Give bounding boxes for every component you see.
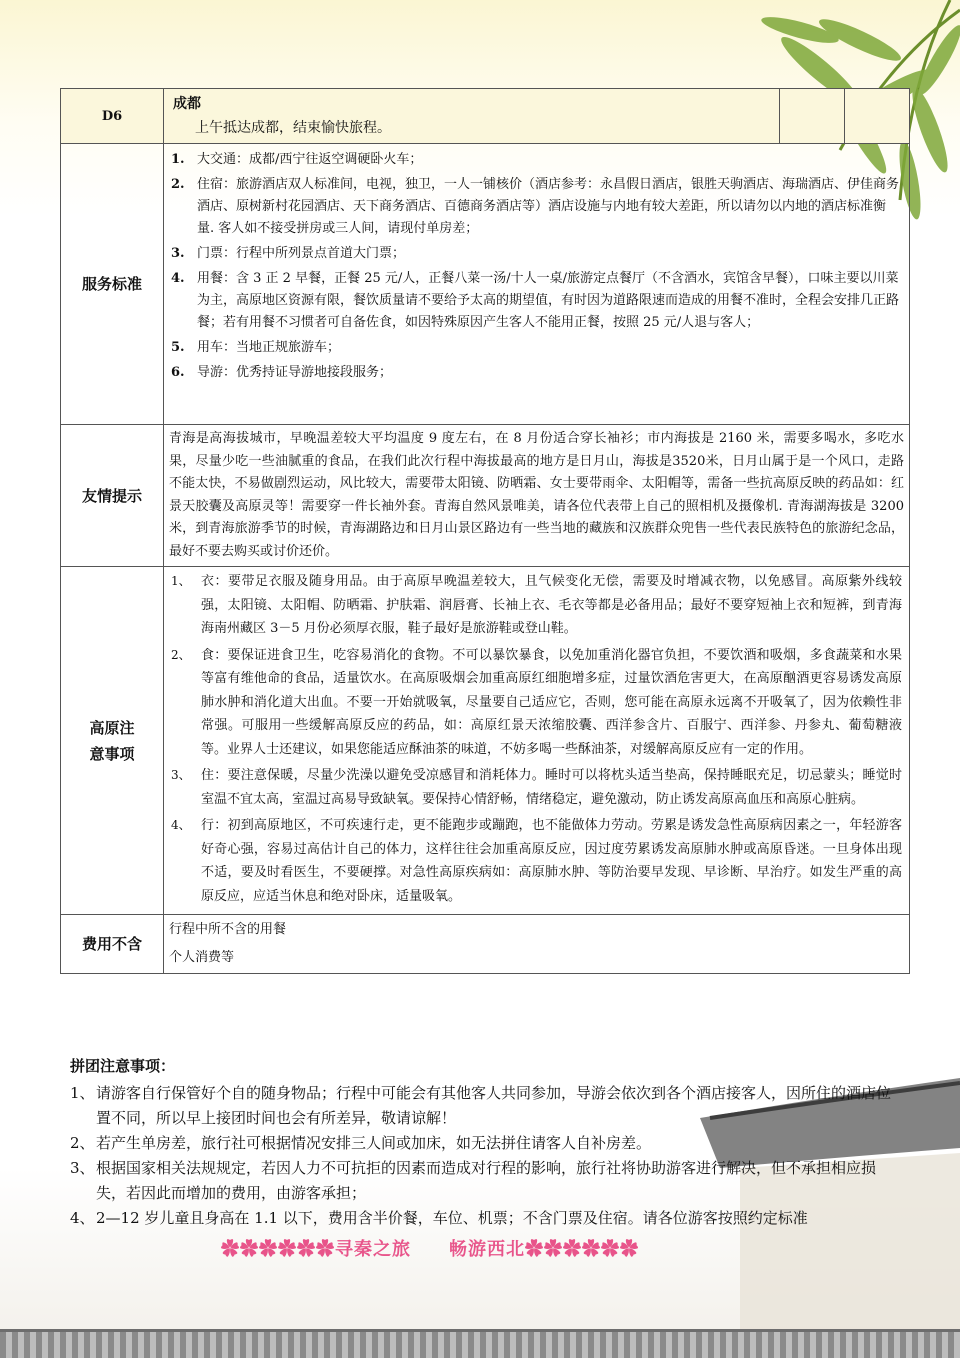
list-item [70, 1206, 900, 1231]
item-number: 2、 [70, 1134, 95, 1152]
item-number: 1、 [171, 574, 191, 588]
list-item [171, 362, 902, 384]
item-text: 导游：优秀持证导游地接段服务； [197, 365, 393, 380]
altitude-list [165, 568, 908, 913]
altitude-label-line1: 高原注 [89, 718, 135, 737]
list-item [171, 570, 902, 641]
item-text: 若产生单房差，旅行社可根据情况安排三人间或加床，如无法拼住请客人自补房差。 [96, 1134, 652, 1152]
group-notes [70, 1054, 900, 1231]
altitude-label [61, 567, 164, 915]
slogan: ✿✿✿✿✿✿寻秦之旅 畅游西北✿✿✿✿✿✿ [221, 1239, 639, 1260]
item-number: 3. [171, 246, 185, 261]
item-number: 5. [171, 340, 185, 355]
day-content-cell [164, 89, 780, 144]
altitude-content [164, 567, 910, 915]
item-text: 请游客自行保管好个自的随身物品；行程中可能会有其他客人共同参加，导游会依次到各个酒店接客人，因所住的酒店位置不同，所以早上接团时间也会有所差异，敬请谅解！ [96, 1084, 892, 1127]
list-item [70, 1156, 900, 1206]
day-row [61, 89, 910, 144]
item-number: 2、 [171, 647, 191, 662]
list-item [171, 268, 902, 334]
item-text: 行：初到高原地区，不可疾速行走，更不能跑步或蹦跑，也不能做体力劳动。劳累是诱发急性高原病因素之一，年轻游客好奇心强，容易过高估计自己的体力，这样往往会加重高原反应，因过度劳累诱发高原肺水肿或高原昏迷。一旦身体出现不适，要及时看医生，不要硬撑。对急性高原疾病如：高原肺水肿、等防治要早发现、早诊断、早治疗。如发生严重的高原反应，应适当休息和绝对卧床，适量吸氧。 [201, 818, 902, 904]
fees-content [164, 915, 910, 974]
item-number: 4. [171, 271, 185, 286]
item-text: 住宿：旅游酒店双人标准间，电视，独卫，一人一铺核价（酒店参考：永昌假日酒店，银胜天驹酒店、海瑞酒店、伊佳商务酒店、原树新村花园酒店、天下商务酒店、百德商务酒店等）酒店设施与内地有较大差距，所以请勿以内地的酒店标准衡量. 客人如不接受拼房或三人间，请现付单房差； [197, 177, 900, 236]
item-text: 住：要注意保暖，尽量少洗澡以避免受凉感冒和消耗体力。睡时可以将枕头适当垫高，保持睡眠充足，切忌蒙头；睡觉时室温不宜太高，室温过高易导致缺氧。要保持心情舒畅，情绪稳定，避免激动，防止诱发高原高血压和高原心脏病。 [201, 768, 902, 807]
list-item [171, 174, 902, 240]
item-text: 根据国家相关法规规定，若因人力不可抗拒的因素而造成对行程的影响，旅行社将协助游客进行解决，但不承担相应损失，若因此而增加的费用，由游客承担； [96, 1159, 877, 1202]
tips-text: 青海是高海拔城市，早晚温差较大平均温度 9 度左右，在 8 月份适合穿长袖衫；市内海拔是 2160 米，需要多喝水，多吃水果，尽量少吃一些油腻重的食品，在我们此次行程中海拔最高的地方是日月山，海拔是3520米，日月山属于是一个风口，走路不能太快，不易做剧烈运动，风比较大，需要带太阳镜、防晒霜、女士要带雨伞、太阳帽等，需备一些抗高原反映的药品如：红景天胶囊及高原灵等！需要穿一件长袖外套。青海自然风景唯美，请各位代表带上自己的照相机及摄像机. 青海湖海拔是 3200 米，到青海旅游季节的时候，青海湖路边和日月山景区路边有一些当地的藏族和汉族群众兜售一些代表民族特色的旅游纪念品，最好不要去购买或讨价还价。 [169, 431, 904, 559]
item-number: 3、 [70, 1159, 95, 1177]
altitude-label-line2: 意事项 [89, 744, 135, 763]
meal-cell [780, 89, 845, 144]
item-number: 6. [171, 365, 185, 380]
item-text: 2—12 岁儿童且身高在 1.1 以下，费用含半价餐，车位、机票；不含门票及住宿。请各位游客按照约定标准 [96, 1209, 808, 1227]
list-item [171, 764, 902, 811]
list-item [70, 1131, 900, 1156]
tips-row [61, 425, 910, 567]
fees-line: 行程中所不含的用餐 [169, 922, 287, 937]
day-desc: 上午抵达成都，结束愉快旅程。 [195, 120, 391, 136]
service-row [61, 144, 910, 425]
bottom-wall-decoration [0, 1329, 960, 1358]
itinerary-table [60, 88, 910, 974]
tips-label: 友情提示 [61, 425, 164, 567]
item-text: 衣：要带足衣服及随身用品。由于高原早晚温差较大，且气候变化无偿，需要及时增减衣物，以免感冒。高原紫外线较强，太阳镜、太阳帽、防晒霜、护肤霜、润唇膏、长袖上衣、毛衣等都是必备用品；最好不要穿短袖上衣和短裤，到青海海南州藏区 3－5 月份必须厚衣服，鞋子最好是旅游鞋或登山鞋。 [201, 574, 902, 636]
item-number: 1. [171, 152, 185, 167]
item-number: 3、 [171, 768, 191, 782]
item-number: 1、 [70, 1084, 95, 1102]
service-label: 服务标准 [61, 144, 164, 425]
list-item [171, 243, 902, 265]
fees-label: 费用不含 [61, 915, 164, 974]
day-title: 成都 [173, 96, 201, 112]
item-text: 用餐：含 3 正 2 早餐，正餐 25 元/人，正餐八菜一汤/十人一桌/旅游定点餐厅（不含酒水，宾馆含早餐），口味主要以川菜为主，高原地区资源有限，餐饮质量请不要给予太高的期望值，有时因为道路限速而造成的用餐不准时，全程会安排几正路餐；若有用餐不习惯者可自备佐食，如因特殊原因产生客人不能用正餐，按照 25 元/人退与客人； [197, 271, 900, 330]
item-text: 大交通：成都/西宁往返空调硬卧火车； [197, 152, 423, 167]
altitude-row [61, 567, 910, 915]
item-text: 食：要保证进食卫生，吃容易消化的食物。不可以暴饮暴食，以免加重消化器官负担，不要饮酒和吸烟，多食蔬菜和水果等富有维他命的食品，适量饮水。在高原吸烟会加重高原红细胞增多症，过量饮酒危害更大，在高原酗酒更容易诱发高原肺水肿和消化道大出血。不要一开始就吸氧，尽量要自己适应它，否则，您可能在高原永远离不开吸氧了，因为依赖性非常强。可服用一些缓解高原反应的药品，如：高原红景天浓缩胶囊、西洋参含片、百服宁、西洋参、丹参丸、葡萄糖液等。业界人士还建议，如果您能适应酥油茶的味道，不妨多喝一些酥油茶，对缓解高原反应有一定的作用。 [201, 647, 902, 757]
item-number: 4、 [70, 1209, 95, 1227]
hotel-cell [845, 89, 910, 144]
list-item [171, 644, 902, 762]
service-list [165, 145, 908, 389]
fees-row [61, 915, 910, 974]
list-item [171, 337, 902, 359]
item-number: 4、 [171, 818, 191, 832]
notes-title: 拼团注意事项： [70, 1057, 176, 1075]
notes-list [70, 1081, 900, 1231]
list-item [171, 149, 902, 171]
item-text: 用车：当地正规旅游车； [197, 340, 341, 355]
fees-line: 个人消费等 [169, 950, 235, 965]
list-item [171, 814, 902, 908]
item-text: 门票：行程中所列景点首道大门票； [197, 246, 406, 261]
service-content [164, 144, 910, 425]
list-item [70, 1081, 900, 1131]
tips-content [164, 425, 910, 567]
day-code: D6 [61, 89, 164, 144]
item-number: 2. [171, 177, 185, 192]
